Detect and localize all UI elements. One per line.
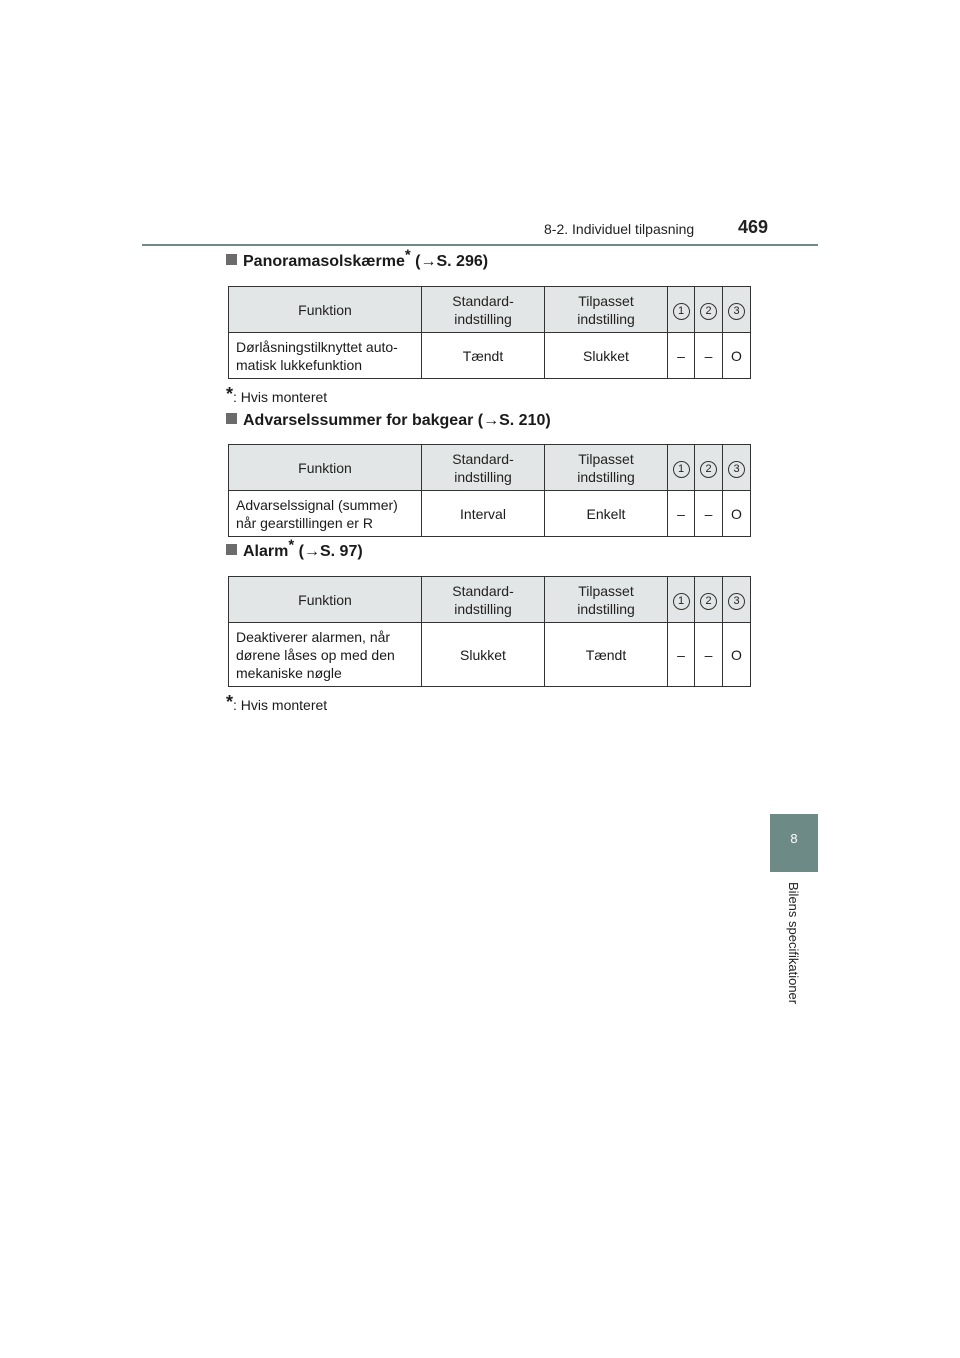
table-row: Advarselssignal (summer) når gearstillingen er R Interval Enkelt – – O bbox=[229, 491, 751, 537]
settings-table-alarm bbox=[228, 576, 751, 687]
circled-number-2: 2 bbox=[700, 303, 717, 320]
page-reference-link[interactable]: (→S. 97) bbox=[298, 543, 363, 560]
circled-number-3: 3 bbox=[728, 461, 745, 478]
circled-number-1: 1 bbox=[673, 303, 690, 320]
circled-number-1: 1 bbox=[673, 593, 690, 610]
table-row: Deaktiverer alarmen, når dørene låses op med den mekaniske nøgle Slukket Tændt – – O bbox=[229, 623, 751, 687]
section-heading-alarm: Alarm* (→S. 97) bbox=[226, 543, 363, 561]
circled-number-3: 3 bbox=[728, 593, 745, 610]
section-title: 8-2. Individuel tilpasning bbox=[544, 221, 695, 237]
square-bullet-icon bbox=[226, 544, 237, 555]
footnote: *: Hvis monteret bbox=[226, 384, 328, 405]
page-number: 469 bbox=[738, 217, 769, 237]
section-heading-advarselssummer: Advarselssummer for bakgear (→S. 210) bbox=[226, 412, 551, 430]
circled-number-2: 2 bbox=[700, 461, 717, 478]
table-header-row: Funktion Standard- indstilling Tilpasset indstilling 1 2 3 bbox=[229, 445, 751, 491]
square-bullet-icon bbox=[226, 413, 237, 424]
page-reference-link[interactable]: (→S. 296) bbox=[415, 253, 489, 270]
settings-table-advarselssummer bbox=[228, 444, 751, 537]
table-header-row: Funktion Standard- indstilling Tilpasset indstilling 1 2 3 bbox=[229, 287, 751, 333]
header-divider bbox=[142, 244, 818, 246]
circled-number-1: 1 bbox=[673, 461, 690, 478]
square-bullet-icon bbox=[226, 254, 237, 265]
circled-number-2: 2 bbox=[700, 593, 717, 610]
table-header-row: Funktion Standard- indstilling Tilpasset indstilling 1 2 3 bbox=[229, 577, 751, 623]
chapter-label: Bilens specifikationer bbox=[786, 882, 801, 1005]
settings-table-panoramasolskaerme bbox=[228, 286, 751, 379]
chapter-tab: 8 bbox=[770, 814, 818, 872]
section-heading-panoramasolskaerme: Panoramasolskærme* (→S. 296) bbox=[226, 253, 488, 271]
page-reference-link[interactable]: (→S. 210) bbox=[477, 412, 551, 429]
footnote: *: Hvis monteret bbox=[226, 692, 328, 713]
circled-number-3: 3 bbox=[728, 303, 745, 320]
table-row: Dørlåsningstilknyttet auto- matisk lukkefunktion Tændt Slukket – – O bbox=[229, 333, 751, 379]
